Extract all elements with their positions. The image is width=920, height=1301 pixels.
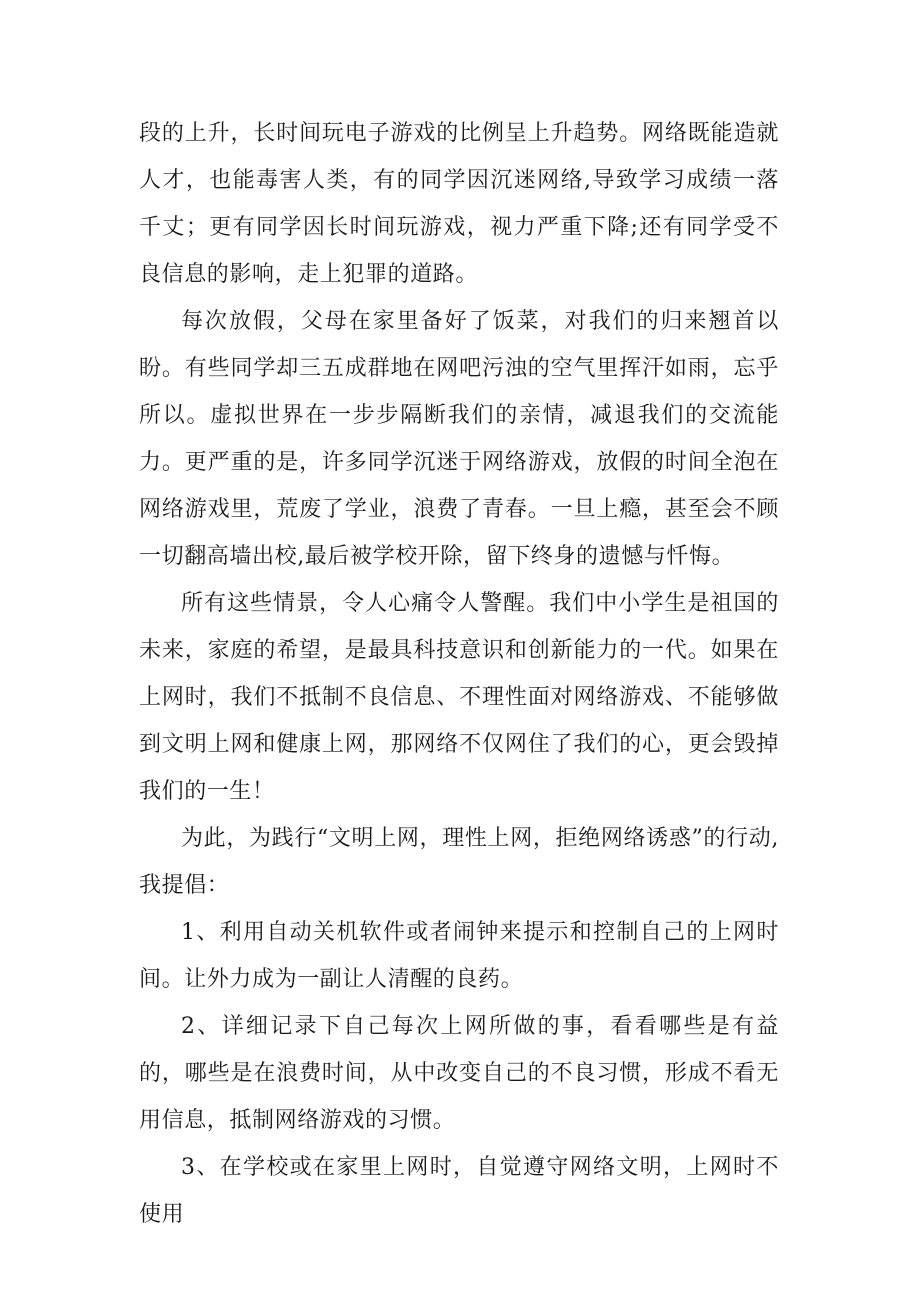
paragraph-proposal-intro: 为此，为践行“文明上网，理性上网，拒绝网络诱惑”的行动,我提倡： — [139, 826, 779, 898]
paragraph-holiday: 每次放假，父母在家里备好了饭菜，对我们的归来翘首以盼。有些同学却三五成群地在网吧污浊的空气里挥汗如雨，忘乎所以。虚拟世界在一步步隔断我们的亲情，减退我们的交流能力。更严重的是，许多同学沉迷于网络游戏，放假的时间全泡在网络游戏里，荒废了学业，浪费了青春。一旦上瘾，甚至会不顾一切翻高墙出校,最后被学校开除，留下终身的遗憾与忏悔。 — [139, 309, 779, 569]
paragraph-item-2: 2、详细记录下自己每次上网所做的事，看看哪些是有益的，哪些是在浪费时间，从中改变自己的不良习惯，形成不看无用信息，抵制网络游戏的习惯。 — [139, 1014, 779, 1133]
paragraph-continued: 段的上升，长时间玩电子游戏的比例呈上升趋势。网络既能造就人才，也能毒害人类，有的同学因沉迷网络,导致学习成绩一落千丈；更有同学因长时间玩游戏，视力严重下降;还有同学受不良信息的影响，走上犯罪的道路。 — [139, 121, 779, 287]
paragraph-item-1: 1、利用自动关机软件或者闹钟来提示和控制自己的上网时间。让外力成为一副让人清醒的良药。 — [139, 920, 779, 992]
paragraph-warning: 所有这些情景，令人心痛令人警醒。我们中小学生是祖国的未来，家庭的希望，是最具科技意识和创新能力的一代。如果在上网时，我们不抵制不良信息、不理性面对网络游戏、不能够做到文明上网和健康上网，那网络不仅网住了我们的心，更会毁掉我们的一生！ — [139, 591, 779, 804]
document-body — [139, 110, 779, 1238]
paragraph-item-3: 3、在学校或在家里上网时，自觉遵守网络文明，上网时不使用 — [139, 1155, 779, 1227]
